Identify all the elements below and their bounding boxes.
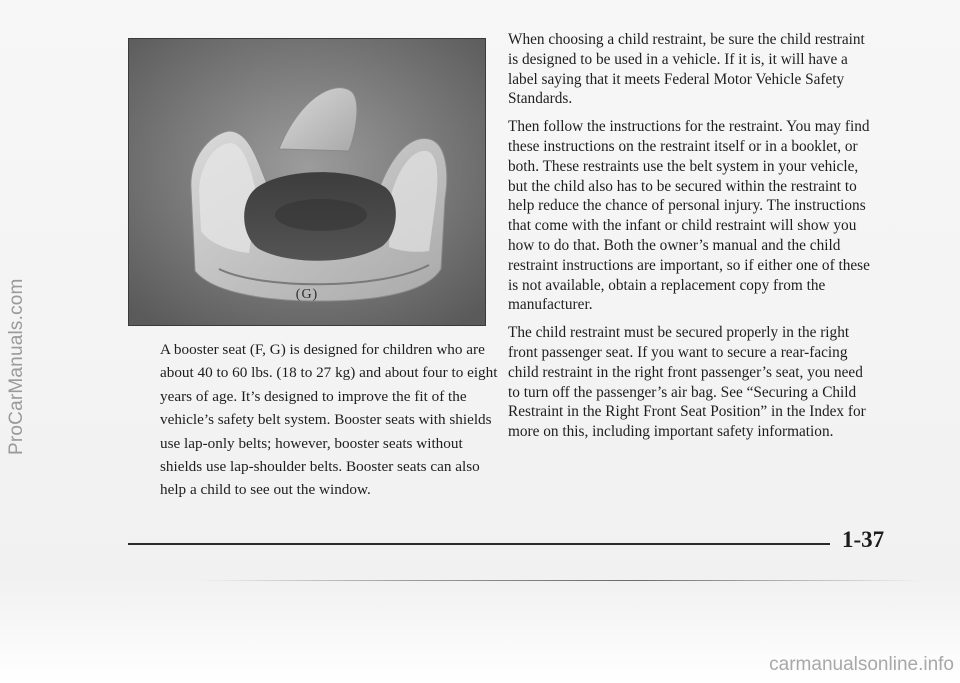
right-column-text	[508, 30, 878, 450]
figure-label: (G)	[295, 287, 319, 302]
page-number: 1-37	[842, 527, 885, 552]
side-watermark: ProCarManuals.com	[6, 278, 27, 455]
bottom-watermark: carmanualsonline.info	[769, 654, 954, 675]
scan-artifact-rule	[200, 580, 920, 581]
paragraph-follow-instructions: Then follow the instructions for the restraint. You may find these instructions on the restraint itself or in a booklet, or both. These restraints use the belt system in your vehicle, but the child also has to be secured within the restraint to help reduce the chance of personal injury. The instructions that come with the infant or child restraint will show you how to do that. Both the owner’s manual and the child restraint instructions are important, so if either one of these is not available, obtain a replacement copy from the manufacturer.	[508, 118, 870, 314]
paragraph-choosing-restraint: When choosing a child restraint, be sure the child restraint is designed to be used in a vehicle. If it is, it will have a label saying that it meets Federal Motor Vehicle Safety Standards.	[508, 31, 865, 108]
footer-rule	[128, 543, 830, 545]
booster-seat-caption: A booster seat (F, G) is designed for children who are about 40 to 60 lbs. (18 to 27 kg) and about four to eight years of age. It’s designed to improve the fit of the vehicle’s safety belt system. Booster seats with shields use lap-only belts; however, booster seats without shields use lap-shoulder belts. Booster seats can also help a child to see out the window.	[160, 341, 498, 499]
booster-seat-illustration	[129, 39, 485, 325]
paragraph-secure-properly: The child restraint must be secured properly in the right front passenger seat. If you want to secure a rear-facing child restraint in the right front passenger’s seat, you need to turn off the passenger’s air bag. See “Securing a Child Restraint in the Right Front Seat Position” in the Index for more on this, including important safety information.	[508, 324, 866, 441]
booster-seat-photo	[128, 38, 486, 326]
